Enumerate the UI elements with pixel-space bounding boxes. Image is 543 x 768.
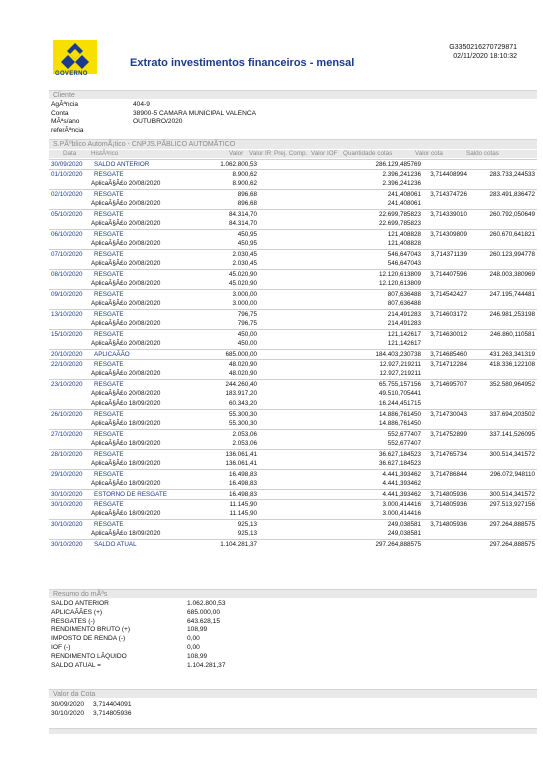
row-quantity: 121,142617 [387, 331, 421, 338]
table-subrow [49, 439, 537, 449]
col-iof: Valor IOF [311, 150, 338, 157]
row-quantity: 4.441,393462 [382, 471, 421, 478]
row-valor: 8.900,62 [232, 171, 257, 178]
row-valor: 48.020,90 [228, 361, 257, 368]
table-row [49, 269, 537, 279]
row-quantity: 2.396,241236 [382, 180, 421, 187]
table-subrow [49, 399, 537, 409]
row-quantity: 4.441,393462 [382, 491, 421, 498]
row-quantity: 2.396,241236 [382, 171, 421, 178]
row-balance: 297.264,888575 [489, 541, 535, 548]
row-history: AplicaÃ§Ã£o 20/08/2020 [91, 220, 161, 227]
row-history: APLICAÃÃO [94, 351, 130, 358]
row-quota-value: 3,714685460 [430, 351, 467, 358]
row-history: RESGATE [94, 521, 124, 528]
row-history: AplicaÃ§Ã£o 20/08/2020 [91, 200, 161, 207]
table-row [49, 409, 537, 419]
row-valor: 60.343,20 [228, 400, 257, 407]
row-balance: 297.513,927156 [489, 501, 535, 508]
table-subrow [49, 479, 537, 489]
footer-bar [49, 728, 537, 734]
quota-section-header: Valor da Cota [49, 689, 537, 698]
col-cota: Valor cota [415, 150, 443, 157]
row-date: 22/10/2020 [51, 361, 83, 368]
row-history: RESGATE [94, 431, 124, 438]
row-quantity: 16.244,451715 [378, 400, 421, 407]
row-date: 15/10/2020 [51, 331, 83, 338]
client-agency-label: AgÃªncia [51, 101, 78, 108]
summary-label: RENDIMENTO BRUTO (+) [51, 626, 131, 634]
row-balance: 352.580,964952 [489, 381, 535, 388]
table-subrow [49, 259, 537, 269]
row-history: RESGATE [94, 231, 124, 238]
row-quantity: 184.403,230738 [375, 351, 421, 358]
row-valor: 55.300,30 [228, 420, 257, 427]
row-history: AplicaÃ§Ã£o 20/08/2020 [91, 300, 161, 307]
row-history: SALDO ANTERIOR [94, 161, 150, 168]
row-valor: 896,68 [237, 191, 257, 198]
client-account-label: Conta [51, 109, 69, 117]
row-quantity: 286.129,485769 [375, 161, 421, 168]
row-history: AplicaÃ§Ã£o 18/09/2020 [91, 530, 161, 537]
row-quantity: 36.627,184523 [378, 451, 421, 458]
table-row [49, 469, 537, 479]
table-row [49, 359, 537, 369]
row-quota-value: 3,714542427 [430, 291, 467, 298]
row-balance: 246.860,110581 [489, 331, 535, 338]
client-month-value: OUTUBRO/2020 [133, 118, 183, 125]
quota-value: 3,714805936 [93, 709, 132, 717]
row-quota-value: 3,714695707 [430, 381, 467, 388]
row-valor: 84.314,70 [228, 211, 257, 218]
table-subrow [49, 529, 537, 539]
row-balance: 337.694,203502 [489, 411, 535, 418]
row-history: RESGATE [94, 471, 124, 478]
col-saldo: Saldo cotas [466, 150, 499, 157]
row-valor: 450,00 [237, 331, 257, 338]
row-valor: 925,13 [237, 530, 257, 537]
row-quota-value: 3,714805936 [430, 521, 467, 528]
row-date: 05/10/2020 [51, 211, 83, 218]
row-balance: 248.003,380969 [489, 271, 535, 278]
row-date: 27/10/2020 [51, 431, 83, 438]
row-date: 26/10/2020 [51, 411, 83, 418]
table-row [49, 209, 537, 219]
row-quota-value: 3,714805936 [430, 491, 467, 498]
row-valor: 796,75 [237, 320, 257, 327]
row-quantity: 65.755,157156 [378, 381, 421, 388]
row-date: 30/10/2020 [51, 521, 83, 528]
document-id [449, 43, 517, 61]
logo-text: GOVERNO [55, 71, 88, 77]
row-history: RESGATE [94, 271, 124, 278]
row-quantity: 241,408061 [387, 191, 421, 198]
row-quota-value: 3,714730043 [430, 411, 467, 418]
row-balance: 283.491,836472 [489, 191, 535, 198]
table-subrow [49, 509, 537, 519]
row-valor: 55.300,30 [228, 411, 257, 418]
row-valor: 84.314,70 [228, 220, 257, 227]
row-valor: 450,95 [237, 240, 257, 247]
row-quantity: 214,491283 [387, 311, 421, 318]
row-history: RESGATE [94, 211, 124, 218]
row-history: AplicaÃ§Ã£o 18/09/2020 [91, 420, 161, 427]
row-quota-value: 3,714712284 [430, 361, 467, 368]
row-valor: 2.030,45 [232, 260, 257, 267]
table-row [49, 349, 537, 359]
table-subrow [49, 419, 537, 429]
row-history: RESGATE [94, 291, 124, 298]
row-date: 01/10/2020 [51, 171, 83, 178]
row-quantity: 4.441,393462 [382, 480, 421, 487]
row-quantity: 807,636488 [387, 300, 421, 307]
row-quantity: 12.927,219211 [379, 361, 421, 368]
row-valor: 450,95 [237, 231, 257, 238]
row-quantity: 552,677407 [387, 440, 421, 447]
table-row [49, 189, 537, 199]
table-header [49, 150, 537, 158]
table-subrow [49, 239, 537, 249]
row-valor: 8.900,62 [232, 180, 257, 187]
row-quantity: 214,491283 [387, 320, 421, 327]
row-history: AplicaÃ§Ã£o 20/08/2020 [91, 390, 161, 397]
row-date: 30/10/2020 [51, 541, 83, 548]
table-row [49, 539, 537, 549]
row-balance: 418.336,122108 [489, 361, 535, 368]
table-subrow [49, 299, 537, 309]
row-history: ESTORNO DE RESGATE [94, 491, 167, 498]
row-quota-value: 3,714407596 [430, 271, 467, 278]
row-history: RESGATE [94, 191, 124, 198]
row-valor: 3.000,00 [232, 291, 257, 298]
table-row [49, 229, 537, 239]
document-code: G3350216270729871 [449, 44, 517, 51]
table-row [49, 489, 537, 499]
quota-date: 30/10/2020 [51, 709, 85, 717]
row-valor: 183.917,20 [225, 390, 257, 397]
table-row [49, 449, 537, 459]
client-section-header: Cliente [49, 90, 537, 99]
table-subrow [49, 279, 537, 289]
row-valor: 136.061,41 [225, 451, 257, 458]
row-date: 30/10/2020 [51, 491, 83, 498]
row-history: RESGATE [94, 331, 124, 338]
row-valor: 16.498,83 [228, 480, 257, 487]
row-history: RESGATE [94, 361, 124, 368]
row-history: RESGATE [94, 411, 124, 418]
row-history: AplicaÃ§Ã£o 18/09/2020 [91, 440, 161, 447]
row-balance: 247.195,744481 [489, 291, 535, 298]
table-row [49, 289, 537, 299]
page-title: Extrato investimentos financeiros - mensal [130, 57, 355, 69]
row-quantity: 14.886,761450 [378, 420, 421, 427]
row-quota-value: 3,714309809 [430, 231, 467, 238]
row-valor: 3.000,00 [232, 300, 257, 307]
row-balance: 300.514,341572 [489, 451, 535, 458]
row-quota-value: 3,714374726 [430, 191, 467, 198]
row-date: 09/10/2020 [51, 291, 83, 298]
col-ir: Valor IR [249, 150, 272, 157]
row-history: RESGATE [94, 251, 124, 258]
row-quantity: 552,677407 [387, 431, 421, 438]
row-history: AplicaÃ§Ã£o 18/09/2020 [91, 510, 161, 517]
table-subrow [49, 459, 537, 469]
row-history: AplicaÃ§Ã£o 20/08/2020 [91, 240, 161, 247]
row-history: AplicaÃ§Ã£o 18/09/2020 [91, 400, 161, 407]
row-valor: 796,75 [237, 311, 257, 318]
row-valor: 896,68 [237, 200, 257, 207]
row-balance: 246.981,253198 [489, 311, 535, 318]
table-row [49, 329, 537, 339]
row-balance: 337.141,526095 [489, 431, 535, 438]
summary-section-header: Resumo do mÃªs [49, 589, 537, 598]
row-valor: 244.260,40 [225, 381, 257, 388]
quota-value: 3,714404091 [93, 701, 132, 708]
row-balance: 260.670,641821 [489, 231, 535, 238]
row-quantity: 3.000,414416 [382, 510, 421, 517]
summary-value: 643.628,15 [187, 617, 221, 625]
row-valor: 48.020,90 [228, 370, 257, 377]
row-quantity: 49.510,705441 [378, 390, 421, 397]
row-date: 20/10/2020 [51, 351, 83, 358]
row-history: AplicaÃ§Ã£o 20/08/2020 [91, 370, 161, 377]
row-valor: 16.498,83 [228, 491, 257, 498]
row-quota-value: 3,714339010 [430, 211, 467, 218]
row-date: 30/10/2020 [51, 501, 83, 508]
row-date: 28/10/2020 [51, 451, 83, 458]
row-quantity: 121,408828 [387, 231, 421, 238]
row-date: 06/10/2020 [51, 231, 83, 238]
row-balance: 300.514,341572 [489, 491, 535, 498]
row-quantity: 546,647043 [387, 251, 421, 258]
row-history: AplicaÃ§Ã£o 20/08/2020 [91, 280, 161, 287]
col-history: HistÃ³rico [91, 150, 119, 157]
summary-label: RESGATES (-) [51, 617, 95, 625]
table-row [49, 519, 537, 529]
col-qtd: Quantidade cotas [343, 150, 393, 157]
row-quantity: 297.264,888575 [375, 541, 421, 548]
table-row [49, 159, 537, 169]
table-subrow [49, 389, 537, 399]
row-valor: 136.061,41 [225, 460, 257, 467]
col-date: Data [63, 150, 77, 157]
row-quantity: 241,408061 [387, 200, 421, 207]
table-subrow [49, 219, 537, 229]
row-balance: 297.264,888575 [489, 521, 535, 528]
client-agency-value: 404-9 [133, 101, 150, 108]
row-quantity: 3.000,414416 [382, 501, 421, 508]
document-datetime: 02/11/2020 18:10:32 [453, 53, 517, 60]
row-history: AplicaÃ§Ã£o 20/08/2020 [91, 260, 161, 267]
row-valor: 925,13 [237, 521, 257, 528]
summary-value: 1.104.281,37 [187, 661, 226, 669]
row-quota-value: 3,714765734 [430, 451, 467, 458]
summary-label: APLICAÃÃES (+) [51, 608, 103, 616]
row-quantity: 249,038581 [387, 530, 421, 537]
row-valor: 2.053,06 [232, 431, 257, 438]
row-quantity: 121,408828 [387, 240, 421, 247]
row-history: RESGATE [94, 451, 124, 458]
summary-value: 0,00 [187, 643, 200, 651]
row-date: 23/10/2020 [51, 381, 83, 388]
row-history: AplicaÃ§Ã£o 20/08/2020 [91, 180, 161, 187]
summary-value: 108,99 [187, 652, 208, 660]
row-valor: 1.062.800,53 [220, 161, 257, 168]
summary-value: 108,99 [187, 626, 208, 634]
row-quantity: 546,647043 [387, 260, 421, 267]
row-valor: 45.020,90 [228, 280, 257, 287]
col-prej: Prej. Comp. [274, 150, 308, 157]
row-history: RESGATE [94, 311, 124, 318]
row-history: AplicaÃ§Ã£o 18/09/2020 [91, 480, 161, 487]
row-valor: 2.053,06 [232, 440, 257, 447]
row-quota-value: 3,714371139 [430, 251, 467, 258]
row-history: AplicaÃ§Ã£o 18/09/2020 [91, 460, 161, 467]
bank-logo-icon [53, 40, 97, 74]
row-quantity: 14.886,761450 [378, 411, 421, 418]
row-history: RESGATE [94, 381, 124, 388]
row-balance: 431.263,341319 [489, 351, 535, 358]
row-valor: 45.020,90 [228, 271, 257, 278]
row-quantity: 12.120,613809 [378, 271, 421, 278]
row-history: AplicaÃ§Ã£o 20/08/2020 [91, 320, 161, 327]
row-balance: 296.072,948110 [489, 471, 535, 478]
row-quantity: 12.120,613809 [378, 280, 421, 287]
row-balance: 260.792,050649 [489, 211, 535, 218]
row-quantity: 121,142617 [387, 340, 421, 347]
row-valor: 450,00 [237, 340, 257, 347]
summary-label: SALDO ANTERIOR [51, 600, 109, 607]
row-quantity: 249,038581 [387, 521, 421, 528]
row-balance: 260.123,994778 [489, 251, 535, 258]
summary-label: IMPOSTO DE RENDA (-) [51, 635, 126, 643]
row-valor: 11.145,90 [229, 501, 257, 508]
row-quantity: 22.699,785823 [378, 211, 421, 218]
row-quota-value: 3,714630012 [430, 331, 467, 338]
row-date: 13/10/2020 [51, 311, 83, 318]
row-date: 02/10/2020 [51, 191, 83, 198]
table-subrow [49, 179, 537, 189]
row-quota-value: 3,714805936 [430, 501, 467, 508]
row-valor: 2.030,45 [232, 251, 257, 258]
table-row [49, 309, 537, 319]
row-history: SALDO ATUAL [94, 541, 137, 548]
table-row [49, 169, 537, 179]
summary-label: RENDIMENTO LÃQUIDO [51, 652, 127, 660]
summary-label: IOF (-) [51, 643, 71, 651]
table-subrow [49, 319, 537, 329]
client-account-value: 38900-5 CAMARA MUNICIPAL VALENCA [133, 109, 257, 117]
summary-value: 0,00 [187, 635, 200, 643]
table-row [49, 379, 537, 389]
col-valor: Valor [229, 150, 244, 157]
row-date: 30/09/2020 [51, 161, 83, 168]
summary-value: 1.062.800,53 [187, 600, 226, 607]
row-quota-value: 3,714603172 [430, 311, 467, 318]
row-history: AplicaÃ§Ã£o 20/08/2020 [91, 340, 161, 347]
row-valor: 1.104.281,37 [220, 541, 257, 548]
row-valor: 11.145,90 [229, 510, 257, 517]
row-quota-value: 3,714752899 [430, 431, 467, 438]
row-history: RESGATE [94, 501, 124, 508]
table-subrow [49, 369, 537, 379]
row-date: 08/10/2020 [51, 271, 83, 278]
table-row [49, 429, 537, 439]
table-row [49, 499, 537, 509]
row-quota-value: 3,714786844 [430, 471, 467, 478]
table-subrow [49, 339, 537, 349]
row-date: 07/10/2020 [51, 251, 83, 258]
row-quantity: 36.627,184523 [378, 460, 421, 467]
row-history: RESGATE [94, 171, 124, 178]
row-quantity: 12.927,219211 [379, 370, 421, 377]
row-valor: 16.498,83 [228, 471, 257, 478]
row-balance: 283.733,244533 [489, 171, 535, 178]
summary-value: 685.000,00 [187, 608, 221, 616]
row-quota-value: 3,714408994 [430, 171, 467, 178]
row-valor: 685.000,00 [225, 351, 257, 358]
row-date: 29/10/2020 [51, 471, 83, 478]
row-quantity: 22.699,785823 [378, 220, 421, 227]
summary-label: SALDO ATUAL = [51, 661, 102, 669]
quota-date: 30/09/2020 [51, 701, 85, 708]
table-row [49, 249, 537, 259]
row-quantity: 807,636488 [387, 291, 421, 298]
transactions-table [49, 159, 537, 549]
fund-section-header: S.PÃºblico AutomÃ¡tico - CNPJS.PÃBLICO AUTOMÃTICO [49, 139, 537, 149]
table-subrow [49, 199, 537, 209]
client-month-label: MÃªs/ano referÃªncia [51, 118, 84, 134]
